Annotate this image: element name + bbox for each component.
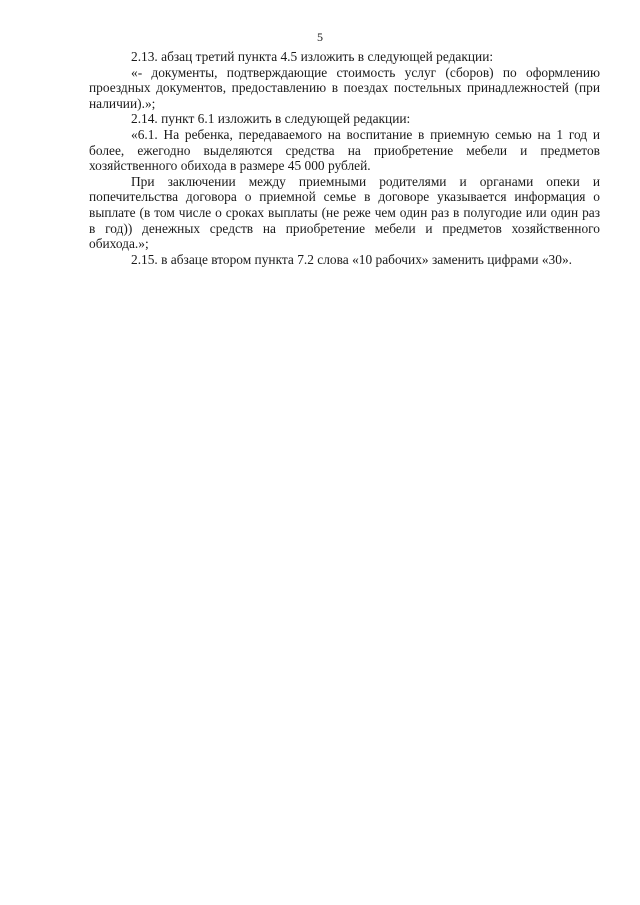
paragraph-6-1-quote: «6.1. На ребенка, передаваемого на воспитание в приемную семью на 1 год и более, ежегодно выделяются средства на приобретение мебели и предметов хозяйственного обихода в размере 45 000 рублей. — [89, 126, 600, 174]
paragraph-2-15: 2.15. в абзаце втором пункта 7.2 слова «10 рабочих» заменить цифрами «30». — [131, 251, 572, 267]
paragraph-contract-info: При заключении между приемными родителями и органами опеки и попечительства договора о приемной семье в договоре указывается информация о выплате (в том числе о сроках выплаты (не реже чем один раз в полугодие или один раз в год)) денежных средств на приобретение мебели и предметов хозяйственного обихода.»; — [89, 173, 600, 252]
paragraph-2-13: 2.13. абзац третий пункта 4.5 изложить в следующей редакции: — [131, 49, 494, 64]
document-text — [89, 49, 600, 267]
page-number: 5 — [317, 30, 323, 44]
paragraph-documents-quote: «- документы, подтверждающие стоимость услуг (сборов) по оформлению проездных документов, предоставлению в поездах постельных принадлежностей (при наличии).»; — [89, 64, 600, 111]
paragraph-2-14: 2.14. пункт 6.1 изложить в следующей редакции: — [131, 111, 411, 127]
